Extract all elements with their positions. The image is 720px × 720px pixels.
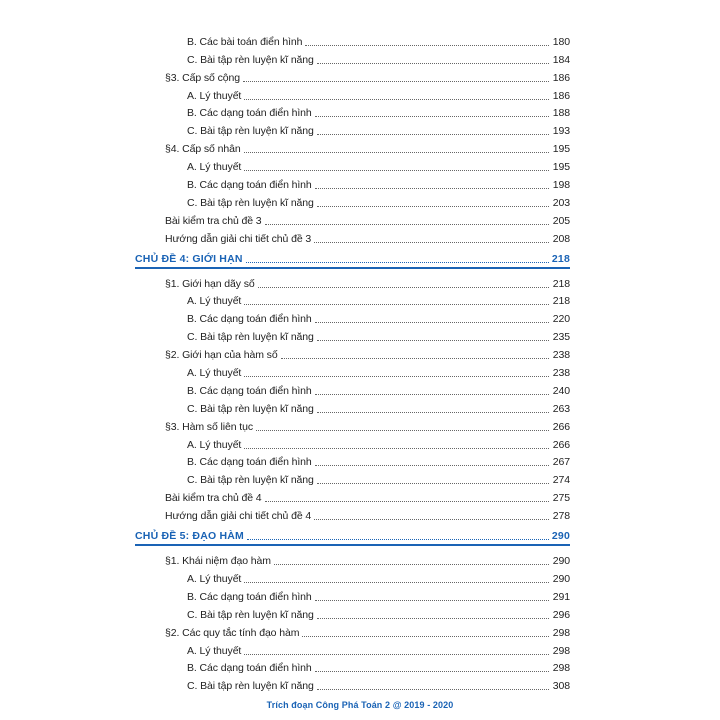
chapter-heading[interactable] xyxy=(135,522,570,546)
toc-page-number: 290 xyxy=(552,572,570,585)
toc-subsection[interactable] xyxy=(135,48,570,66)
toc-page-number: 193 xyxy=(552,125,570,138)
toc-page-number: 218 xyxy=(552,295,570,308)
toc-title: A. Lý thuyết xyxy=(187,161,242,174)
dot-leader xyxy=(258,287,549,288)
dot-leader xyxy=(244,654,549,655)
toc-subsection[interactable] xyxy=(135,102,570,120)
toc-page-number: 298 xyxy=(552,662,570,675)
toc-section[interactable] xyxy=(135,621,570,639)
toc-entry[interactable] xyxy=(135,486,570,504)
toc-page-number: 298 xyxy=(552,626,570,639)
toc-page-number: 198 xyxy=(552,179,570,192)
toc-page-number: 263 xyxy=(552,402,570,415)
toc-title: B. Các dạng toán điển hình xyxy=(187,590,312,603)
toc-entry[interactable] xyxy=(135,504,570,522)
toc-page-number: 235 xyxy=(552,331,570,344)
toc-title: B. Các bài toán điển hình xyxy=(187,35,303,48)
dot-leader xyxy=(265,224,549,225)
toc-page-number: 267 xyxy=(552,456,570,469)
toc-entry[interactable] xyxy=(135,227,570,245)
dot-leader xyxy=(243,81,549,82)
toc-page-number: 238 xyxy=(552,367,570,380)
dot-leader xyxy=(315,671,549,672)
toc-page-number: 188 xyxy=(552,107,570,120)
toc-page-number: 266 xyxy=(552,420,570,433)
toc-page-number: 296 xyxy=(552,608,570,621)
toc-subsection[interactable] xyxy=(135,603,570,621)
page-footer: Trích đoạn Công Phá Toán 2 @ 2019 - 2020 xyxy=(266,700,454,710)
dot-leader xyxy=(244,152,549,153)
toc-section[interactable] xyxy=(135,415,570,433)
toc-title: B. Các dạng toán điển hình xyxy=(187,384,312,397)
toc-page-number: 291 xyxy=(552,590,570,603)
toc-title: §3. Cấp số cộng xyxy=(165,71,240,84)
toc-title: CHỦ ĐỀ 5: ĐẠO HÀM xyxy=(135,530,244,543)
toc-title: §2. Các quy tắc tính đạo hàm xyxy=(165,626,300,639)
toc-subsection[interactable] xyxy=(135,290,570,308)
toc-title: §3. Hàm số liên tục xyxy=(165,420,253,433)
toc-page-number: 308 xyxy=(552,680,570,693)
toc-subsection[interactable] xyxy=(135,468,570,486)
toc-subsection[interactable] xyxy=(135,397,570,415)
dot-leader xyxy=(317,206,549,207)
dot-leader xyxy=(256,430,549,431)
dot-leader xyxy=(317,412,549,413)
toc-title: A. Lý thuyết xyxy=(187,89,242,102)
dot-leader xyxy=(317,483,549,484)
toc-title: C. Bài tập rèn luyện kĩ năng xyxy=(187,196,314,209)
toc-page-number: 205 xyxy=(552,214,570,227)
dot-leader xyxy=(317,134,549,135)
toc-title: B. Các dạng toán điển hình xyxy=(187,107,312,120)
toc-subsection[interactable] xyxy=(135,307,570,325)
toc-page-number: 195 xyxy=(552,143,570,156)
chapter-heading[interactable] xyxy=(135,245,570,269)
dot-leader xyxy=(317,340,549,341)
toc-title: §4. Cấp số nhân xyxy=(165,143,241,156)
toc-subsection[interactable] xyxy=(135,84,570,102)
toc-subsection[interactable] xyxy=(135,30,570,48)
toc-subsection[interactable] xyxy=(135,674,570,692)
toc-page-number: 220 xyxy=(552,313,570,326)
toc-title: §1. Khái niệm đạo hàm xyxy=(165,555,271,568)
toc-subsection[interactable] xyxy=(135,173,570,191)
toc-page-number: 266 xyxy=(552,438,570,451)
toc-title: §1. Giới hạn dãy số xyxy=(165,277,255,290)
toc-title: Bài kiểm tra chủ đề 4 xyxy=(165,492,262,505)
dot-leader xyxy=(247,539,549,540)
toc-subsection[interactable] xyxy=(135,361,570,379)
dot-leader xyxy=(314,242,549,243)
toc-title: C. Bài tập rèn luyện kĩ năng xyxy=(187,474,314,487)
toc-page-number: 186 xyxy=(552,71,570,84)
toc-page-number: 278 xyxy=(552,510,570,523)
toc-page-number: 290 xyxy=(551,530,570,543)
dot-leader xyxy=(315,465,549,466)
toc-section[interactable] xyxy=(135,66,570,84)
toc-section[interactable] xyxy=(135,549,570,567)
dot-leader xyxy=(315,116,549,117)
toc-title: B. Các dạng toán điển hình xyxy=(187,456,312,469)
toc-title: C. Bài tập rèn luyện kĩ năng xyxy=(187,608,314,621)
toc-title: B. Các dạng toán điển hình xyxy=(187,179,312,192)
toc-page-number: 290 xyxy=(552,555,570,568)
toc-subsection[interactable] xyxy=(135,639,570,657)
dot-leader xyxy=(265,501,549,502)
dot-leader xyxy=(244,376,549,377)
dot-leader xyxy=(244,304,549,305)
toc-title: CHỦ ĐỀ 4: GIỚI HẠN xyxy=(135,252,243,265)
toc-title: C. Bài tập rèn luyện kĩ năng xyxy=(187,680,314,693)
toc-subsection[interactable] xyxy=(135,451,570,469)
toc-section[interactable] xyxy=(135,137,570,155)
dot-leader xyxy=(314,519,549,520)
dot-leader xyxy=(302,636,549,637)
dot-leader xyxy=(317,689,549,690)
toc-page-number: 218 xyxy=(551,252,570,265)
toc-page-number: 240 xyxy=(552,384,570,397)
dot-leader xyxy=(305,45,549,46)
dot-leader xyxy=(244,99,549,100)
table-of-contents xyxy=(135,30,570,692)
toc-subsection[interactable] xyxy=(135,379,570,397)
toc-page-number: 275 xyxy=(552,492,570,505)
toc-section[interactable] xyxy=(135,343,570,361)
dot-leader xyxy=(315,394,549,395)
toc-section[interactable] xyxy=(135,272,570,290)
toc-title: B. Các dạng toán điển hình xyxy=(187,662,312,675)
toc-subsection[interactable] xyxy=(135,567,570,585)
toc-page-number: 195 xyxy=(552,161,570,174)
toc-subsection[interactable] xyxy=(135,325,570,343)
toc-page-number: 218 xyxy=(552,277,570,290)
toc-title: A. Lý thuyết xyxy=(187,295,242,308)
dot-leader xyxy=(317,63,549,64)
toc-page-number: 238 xyxy=(552,349,570,362)
toc-title: C. Bài tập rèn luyện kĩ năng xyxy=(187,331,314,344)
toc-subsection[interactable] xyxy=(135,155,570,173)
dot-leader xyxy=(315,322,549,323)
toc-title: A. Lý thuyết xyxy=(187,438,242,451)
toc-title: Hướng dẫn giải chi tiết chủ đề 4 xyxy=(165,510,312,523)
toc-page-number: 274 xyxy=(552,474,570,487)
dot-leader xyxy=(246,262,549,263)
toc-title: A. Lý thuyết xyxy=(187,367,242,380)
toc-title: Bài kiểm tra chủ đề 3 xyxy=(165,214,262,227)
dot-leader xyxy=(244,170,549,171)
toc-title: B. Các dạng toán điển hình xyxy=(187,313,312,326)
toc-subsection[interactable] xyxy=(135,585,570,603)
toc-title: C. Bài tập rèn luyện kĩ năng xyxy=(187,125,314,138)
dot-leader xyxy=(315,600,549,601)
toc-subsection[interactable] xyxy=(135,191,570,209)
toc-page-number: 298 xyxy=(552,644,570,657)
toc-title: §2. Giới hạn của hàm số xyxy=(165,349,278,362)
toc-page-number: 186 xyxy=(552,89,570,102)
toc-title: A. Lý thuyết xyxy=(187,644,242,657)
toc-page-number: 208 xyxy=(552,232,570,245)
toc-subsection[interactable] xyxy=(135,433,570,451)
dot-leader xyxy=(274,564,549,565)
toc-page-number: 184 xyxy=(552,53,570,66)
toc-page-number: 180 xyxy=(552,35,570,48)
dot-leader xyxy=(317,618,549,619)
toc-page-number: 203 xyxy=(552,196,570,209)
toc-title: A. Lý thuyết xyxy=(187,572,242,585)
toc-subsection[interactable] xyxy=(135,119,570,137)
toc-title: C. Bài tập rèn luyện kĩ năng xyxy=(187,402,314,415)
toc-subsection[interactable] xyxy=(135,657,570,675)
dot-leader xyxy=(281,358,549,359)
toc-title: Hướng dẫn giải chi tiết chủ đề 3 xyxy=(165,232,312,245)
dot-leader xyxy=(244,582,549,583)
toc-title: C. Bài tập rèn luyện kĩ năng xyxy=(187,53,314,66)
dot-leader xyxy=(315,188,549,189)
dot-leader xyxy=(244,448,549,449)
toc-entry[interactable] xyxy=(135,209,570,227)
